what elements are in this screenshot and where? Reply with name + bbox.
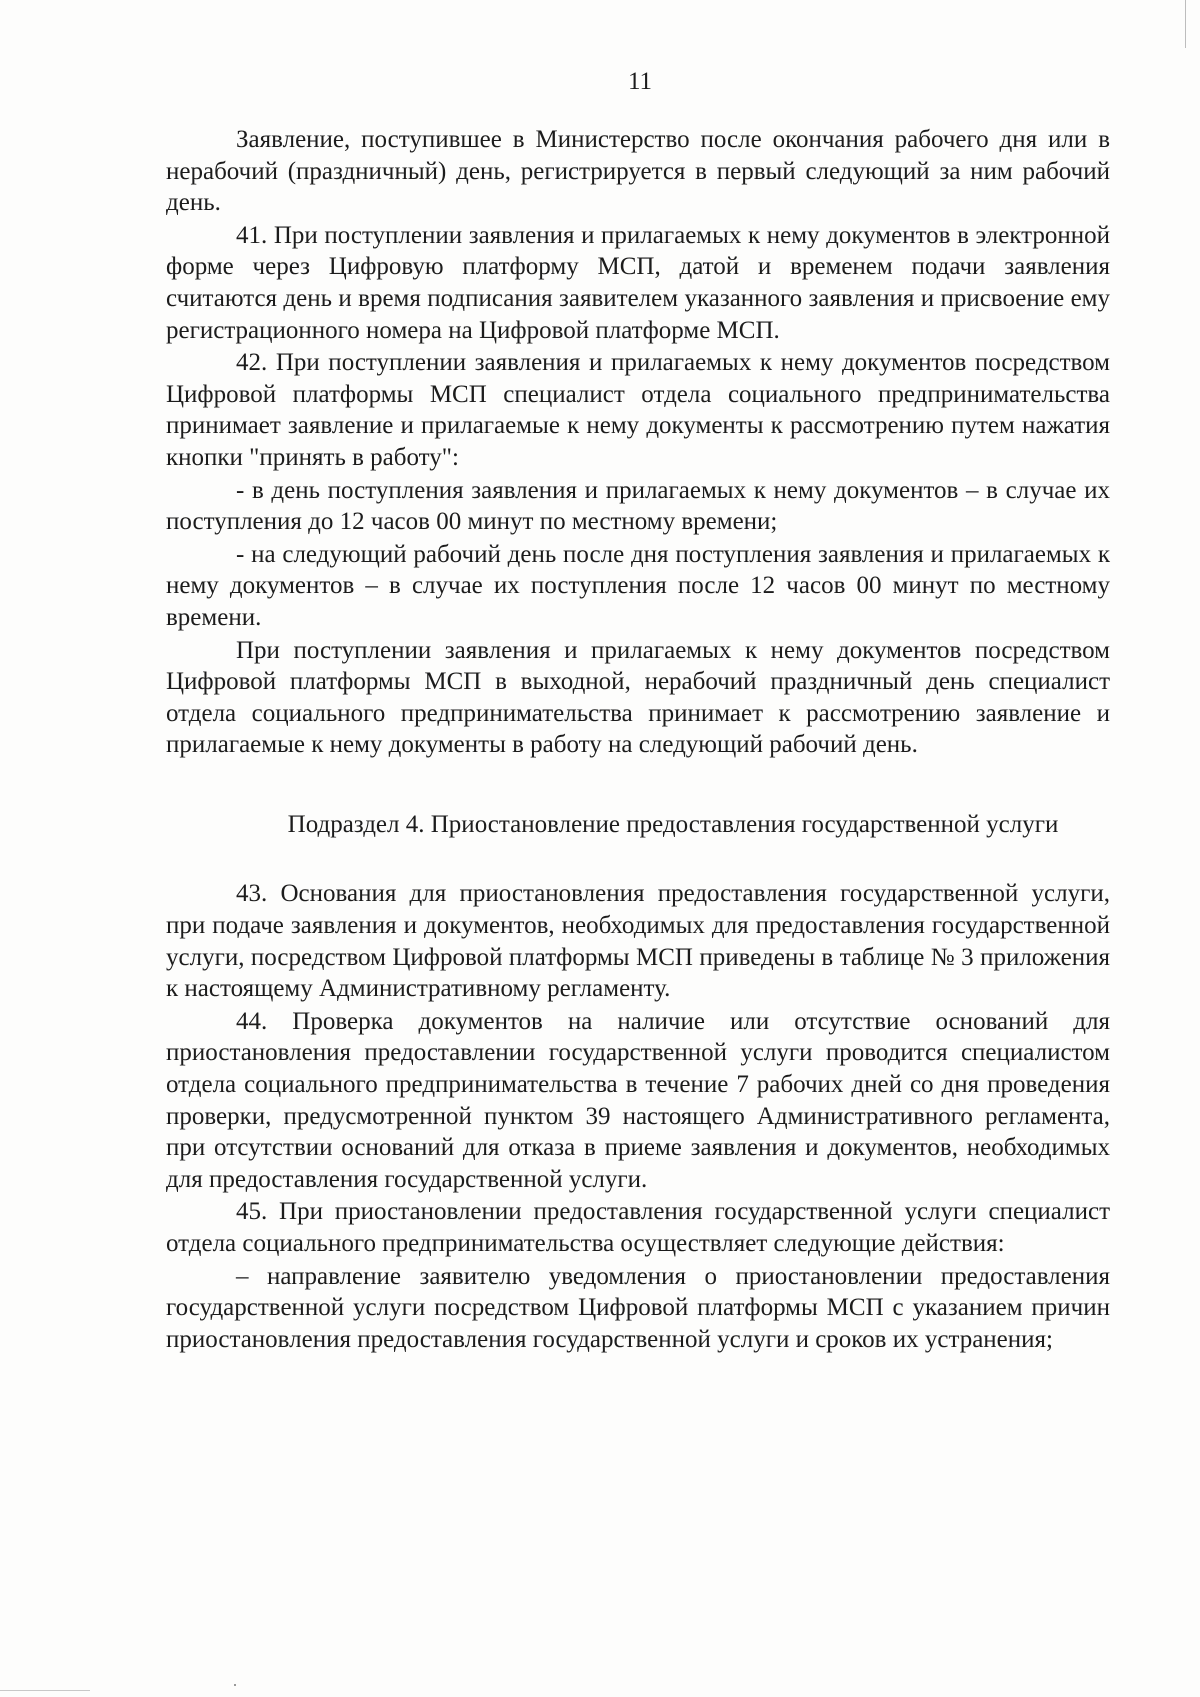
scan-artifact-line (0, 1690, 90, 1691)
list-item: - в день поступления заявления и прилагаемых к нему документов – в случае их поступления до 12 часов 00 минут по местному времени; (166, 476, 1110, 536)
scan-artifact-line (1185, 0, 1186, 48)
scan-artifact-dot (234, 1684, 236, 1686)
paragraph: Заявление, поступившее в Министерство после окончания рабочего дня или в нерабочий (праздничный) день, регистрируется в первый следующий за ним рабочий день. (166, 126, 1110, 217)
paragraph: 42. При поступлении заявления и прилагаемых к нему документов посредством Цифровой платформы МСП специалист отдела социального предпринимательства принимает заявление и прилагаемые к нему документы к рассмотрению путем нажатия кнопки "принять в работу": (166, 349, 1110, 471)
paragraph: 43. Основания для приостановления предоставления государственной услуги, при подаче заявления и документов, необходимых для предоставления государственной услуги, посредством Цифровой платформы МСП приведены в таблице № 3 приложения к настоящему Административному регламенту. (166, 880, 1110, 1003)
list-item: - на следующий рабочий день после дня поступления заявления и прилагаемых к нему документов – в случае их поступления после 12 часов 00 минут по местному времени. (166, 540, 1110, 631)
paragraph: 44. Проверка документов на наличие или отсутствие оснований для приостановления предоставлении государственной услуги проводится специалистом отдела социального предпринимательства в течение 7 рабочих дней со дня проведения проверки, предусмотренной пунктом 39 настоящего Административного регламента, при отсутствии оснований для отказа в приеме заявления и документов, необходимых для предоставления государственной услуги. (166, 1007, 1110, 1193)
paragraph: 41. При поступлении заявления и прилагаемых к нему документов в электронной форме через Цифровую платформу МСП, датой и временем подачи заявления считаются день и время подписания заявителем указанного заявления и присвоение ему регистрационного номера на Цифровой платформе МСП. (166, 221, 1110, 344)
list-item: – направление заявителю уведомления о приостановлении предоставления государственной услуги посредством Цифровой платформы МСП с указанием причин приостановления предоставления государственной услуги и сроков их устранения; (166, 1262, 1110, 1353)
page-number: 11 (627, 68, 653, 95)
document-body (166, 124, 1110, 1355)
section-heading: Подраздел 4. Приостановление предоставления государственной услуги (287, 810, 1059, 838)
paragraph: При поступлении заявления и прилагаемых к нему документов посредством Цифровой платформы МСП в выходной, нерабочий праздничный день специалист отдела социального предпринимательства принимает к рассмотрению заявление и прилагаемые к нему документы в работу на следующий рабочий день. (166, 636, 1110, 759)
paragraph: 45. При приостановлении предоставления государственной услуги специалист отдела социального предпринимательства осуществляет следующие действия: (166, 1198, 1110, 1257)
